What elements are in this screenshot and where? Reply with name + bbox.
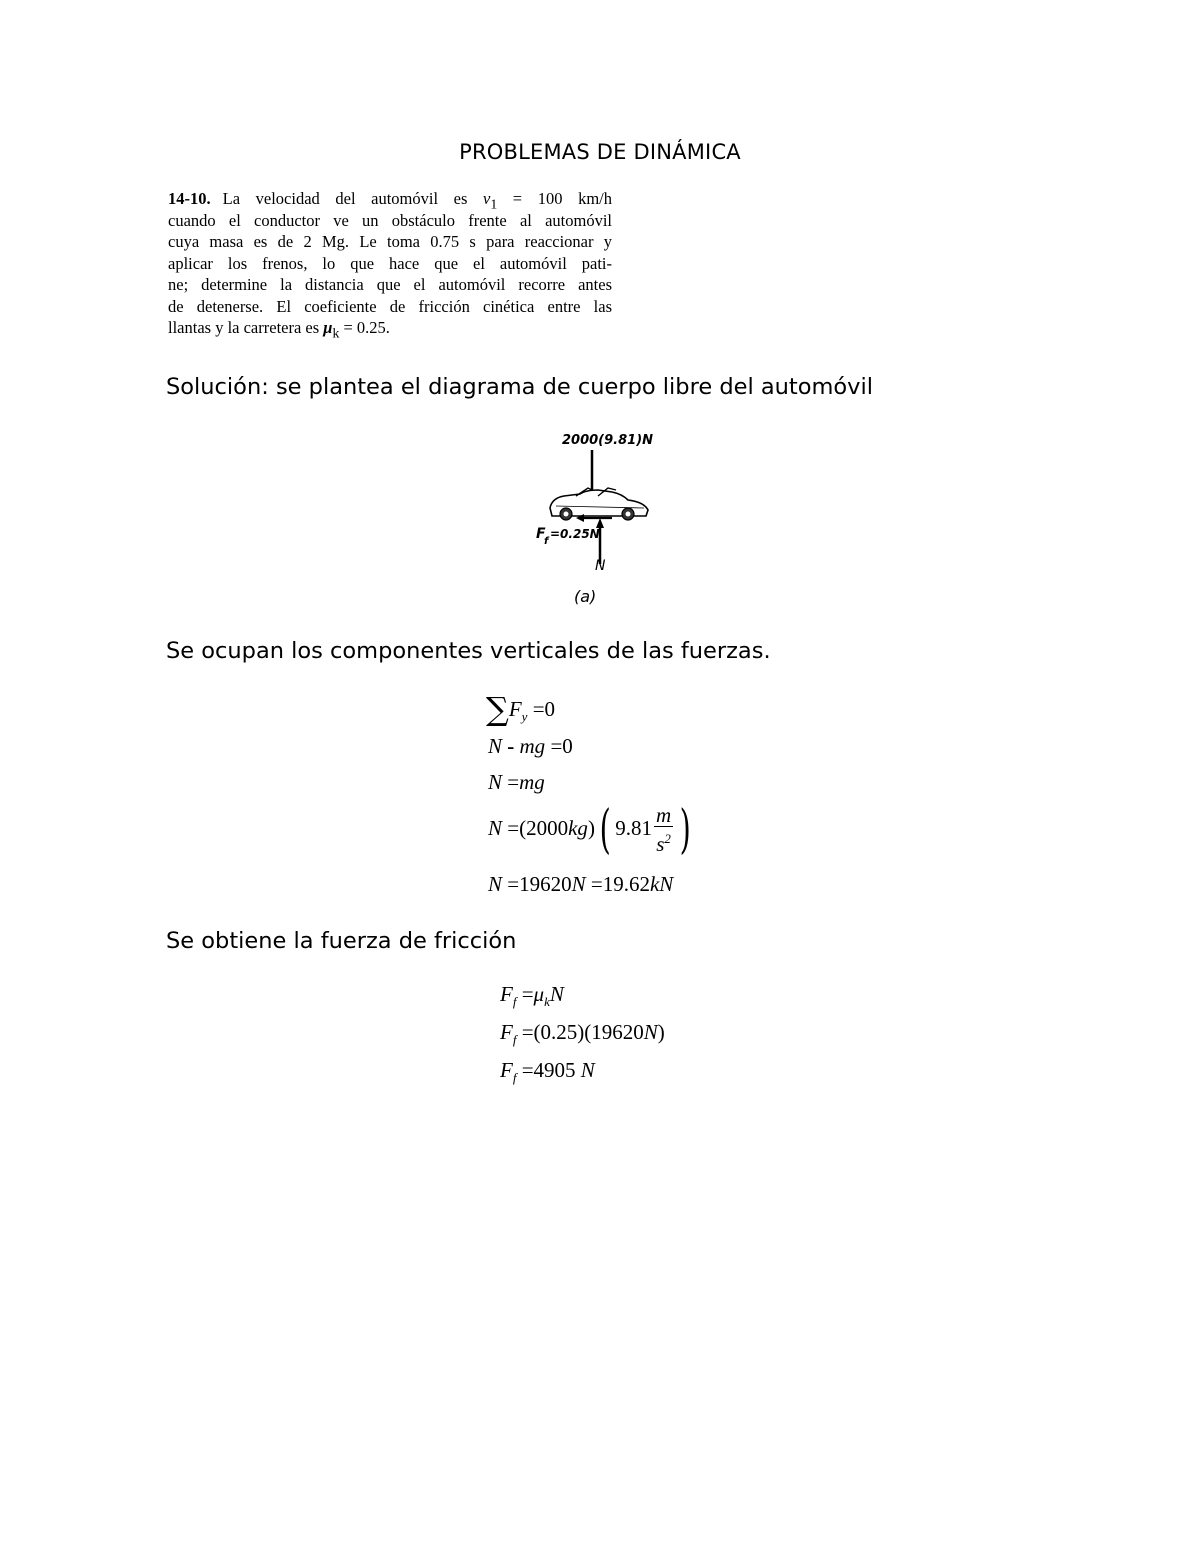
problem-text: La velocidad del automóvil es — [222, 189, 483, 208]
eq-unit: kN — [649, 872, 674, 896]
eq-text: =(2000 — [502, 815, 569, 840]
unit-fraction — [654, 804, 673, 856]
page-title: PROBLEMAS DE DINÁMICA — [459, 140, 741, 164]
problem-text: = 100 km/h — [497, 189, 612, 208]
eq-text: = — [502, 770, 520, 794]
eq-text: =19620 — [502, 872, 572, 896]
right-paren: ) — [679, 800, 691, 860]
velocity-symbol: v — [483, 189, 491, 208]
eq-unit: N — [643, 1020, 658, 1044]
eq-var: F — [508, 697, 522, 721]
problem-text: llantas y la carretera es — [168, 318, 324, 337]
friction-label: F — [536, 526, 546, 542]
problem-line-3: cuya masa es de 2 Mg. Le toma 0.75 s para reaccionar y — [168, 232, 612, 251]
problem-line-2: cuando el conductor ve un obstáculo frente al automóvil — [168, 210, 612, 230]
eq-var: F — [500, 1058, 513, 1082]
eq-exponent: 2 — [664, 831, 671, 846]
eq-text: ) — [657, 1020, 665, 1044]
equation-ff-result — [500, 1058, 595, 1086]
problem-line-6: de detenerse. El coeficiente de fricción cinética entre las — [168, 296, 612, 316]
fraction-denominator — [654, 827, 673, 856]
eq-text: = — [516, 982, 534, 1006]
normal-label: N — [595, 558, 606, 574]
eq-operator: - — [502, 734, 520, 758]
eq-text: =0 — [545, 734, 573, 758]
fraction-numerator: m — [655, 803, 672, 827]
equation-ff-mu-n — [500, 982, 564, 1010]
equation-n-equals-mg — [488, 770, 545, 795]
equation-ff-substitution — [500, 1020, 665, 1048]
eq-unit: N — [571, 872, 586, 896]
friction-heading: Se obtiene la fuerza de fricción — [166, 928, 517, 954]
problem-text: = 0.25. — [339, 318, 390, 337]
equation-n-result — [488, 872, 673, 897]
eq-text: =19.62 — [585, 872, 650, 896]
eq-unit: N — [580, 1058, 595, 1082]
eq-var: N — [549, 982, 564, 1006]
eq-var: mg — [519, 734, 546, 758]
eq-subscript: f — [512, 994, 517, 1009]
problem-line-5: ne; determine la distancia que el automóvil recorre antes — [168, 275, 612, 294]
eq-text: =(0.25)(19620 — [516, 1020, 644, 1044]
problem-line-4: aplicar los frenos, lo que hace que el automóvil pati- — [168, 253, 612, 273]
problem-number: 14-10. — [168, 189, 211, 208]
car-icon — [550, 488, 648, 520]
eq-subscript: f — [512, 1070, 517, 1085]
friction-value: =0.25N — [550, 527, 600, 541]
diagram-caption: (a) — [574, 587, 597, 606]
mu-subscript: k — [332, 325, 340, 341]
eq-var: N — [488, 770, 503, 794]
equation-sum-fy — [486, 690, 555, 728]
eq-subscript: f — [512, 1032, 517, 1047]
eq-unit: s — [656, 832, 665, 856]
eq-subscript: k — [544, 994, 550, 1009]
eq-var: N — [488, 734, 503, 758]
left-paren: ( — [599, 800, 611, 860]
sigma-symbol: ∑ — [486, 690, 509, 728]
equation-n-minus-mg — [488, 734, 573, 759]
eq-var: N — [488, 872, 503, 896]
problem-line-1 — [168, 188, 612, 210]
free-body-diagram — [528, 424, 668, 614]
problem-statement — [168, 188, 612, 339]
equation-n-substitution — [488, 800, 695, 860]
friction-subscript: f — [544, 536, 549, 547]
eq-var: N — [488, 815, 503, 840]
eq-var: F — [500, 982, 513, 1006]
mu-symbol: μ — [323, 318, 333, 337]
eq-var: mg — [519, 770, 545, 794]
eq-var: F — [500, 1020, 513, 1044]
eq-text: =0 — [527, 697, 556, 721]
mu-symbol: μ — [533, 982, 545, 1006]
eq-text: ) — [587, 815, 595, 840]
velocity-subscript: 1 — [490, 196, 498, 212]
solution-heading: Solución: se plantea el diagrama de cuerpo libre del automóvil — [166, 374, 873, 400]
weight-label: 2000(9.81)N — [562, 433, 654, 448]
vertical-forces-heading: Se ocupan los componentes verticales de las fuerzas. — [166, 638, 771, 664]
eq-value: 9.81 — [615, 815, 652, 840]
problem-line-7 — [168, 317, 612, 339]
eq-text: =4905 — [516, 1058, 581, 1082]
eq-unit: kg — [568, 815, 588, 840]
eq-subscript: y — [521, 709, 528, 724]
